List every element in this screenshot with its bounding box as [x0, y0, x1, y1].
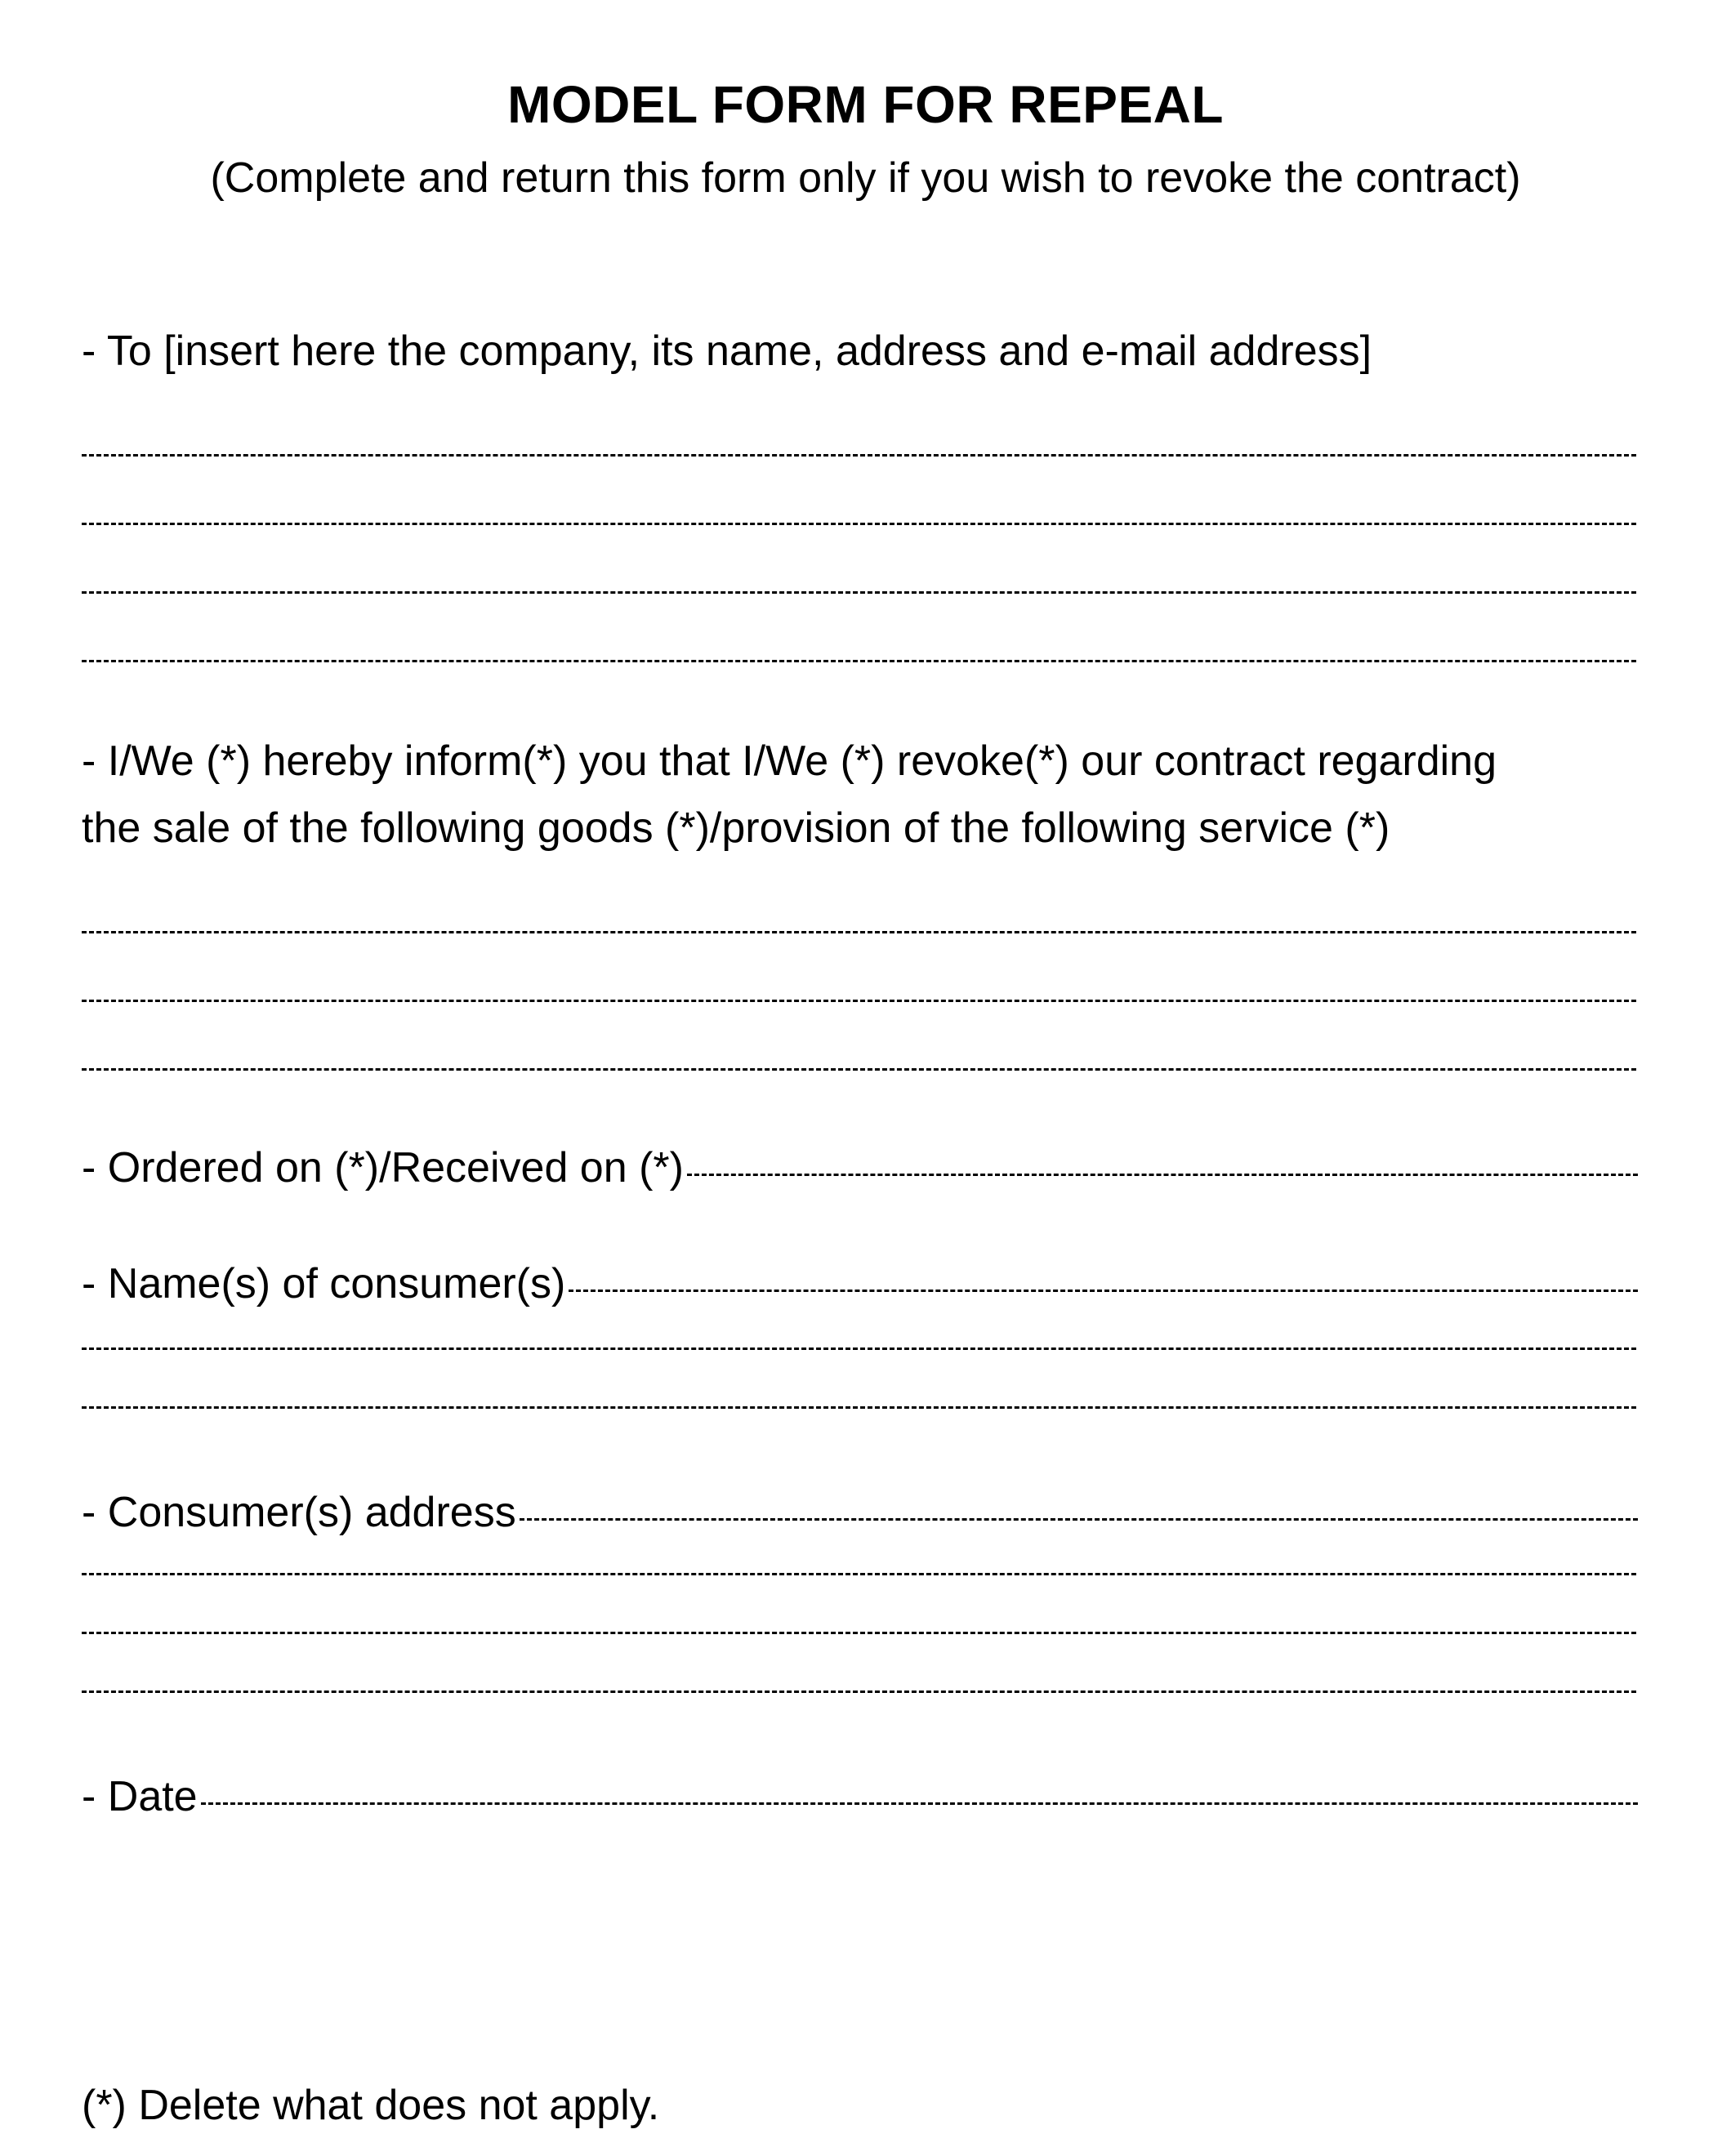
recipient-blank-line-4	[82, 660, 1636, 662]
ordered-received-row	[82, 1142, 1638, 1194]
consumer-names-blank-line-2	[82, 1348, 1636, 1350]
form-title: MODEL FORM FOR REPEAL	[507, 75, 1224, 134]
consumer-names-row	[82, 1258, 1638, 1310]
consumer-address-label: - Consumer(s) address	[82, 1489, 516, 1536]
ordered-received-label: - Ordered on (*)/Received on (*)	[82, 1144, 684, 1192]
recipient-blank-line-2	[82, 523, 1636, 525]
consumer-names-blank	[569, 1290, 1638, 1292]
consumer-names-blank-line-3	[82, 1406, 1636, 1409]
consumer-names-label: - Name(s) of consumer(s)	[82, 1260, 566, 1307]
footnote: (*) Delete what does not apply.	[82, 2082, 660, 2129]
recipient-blank-line-3	[82, 591, 1636, 594]
date-blank	[201, 1802, 1638, 1805]
revoke-statement-line-2: the sale of the following goods (*)/provision of the following service (*)	[82, 804, 1390, 852]
form-subtitle: (Complete and return this form only if you wish to revoke the contract)	[210, 154, 1521, 202]
goods-blank-line-1	[82, 931, 1636, 933]
goods-blank-line-2	[82, 1000, 1636, 1002]
date-label: - Date	[82, 1773, 198, 1820]
goods-blank-line-3	[82, 1068, 1636, 1071]
to-recipient-line: - To [insert here the company, its name, address and e-mail address]	[82, 327, 1372, 375]
consumer-address-blank-line-3	[82, 1632, 1636, 1634]
revoke-statement-line-1: - I/We (*) hereby inform(*) you that I/We (*) revoke(*) our contract regarding	[82, 737, 1497, 785]
consumer-address-blank-line-2	[82, 1573, 1636, 1575]
consumer-address-row	[82, 1486, 1638, 1539]
ordered-received-blank	[687, 1174, 1638, 1176]
consumer-address-blank-line-4	[82, 1690, 1636, 1693]
date-row	[82, 1771, 1638, 1823]
recipient-blank-line-1	[82, 454, 1636, 457]
consumer-address-blank	[520, 1518, 1638, 1521]
